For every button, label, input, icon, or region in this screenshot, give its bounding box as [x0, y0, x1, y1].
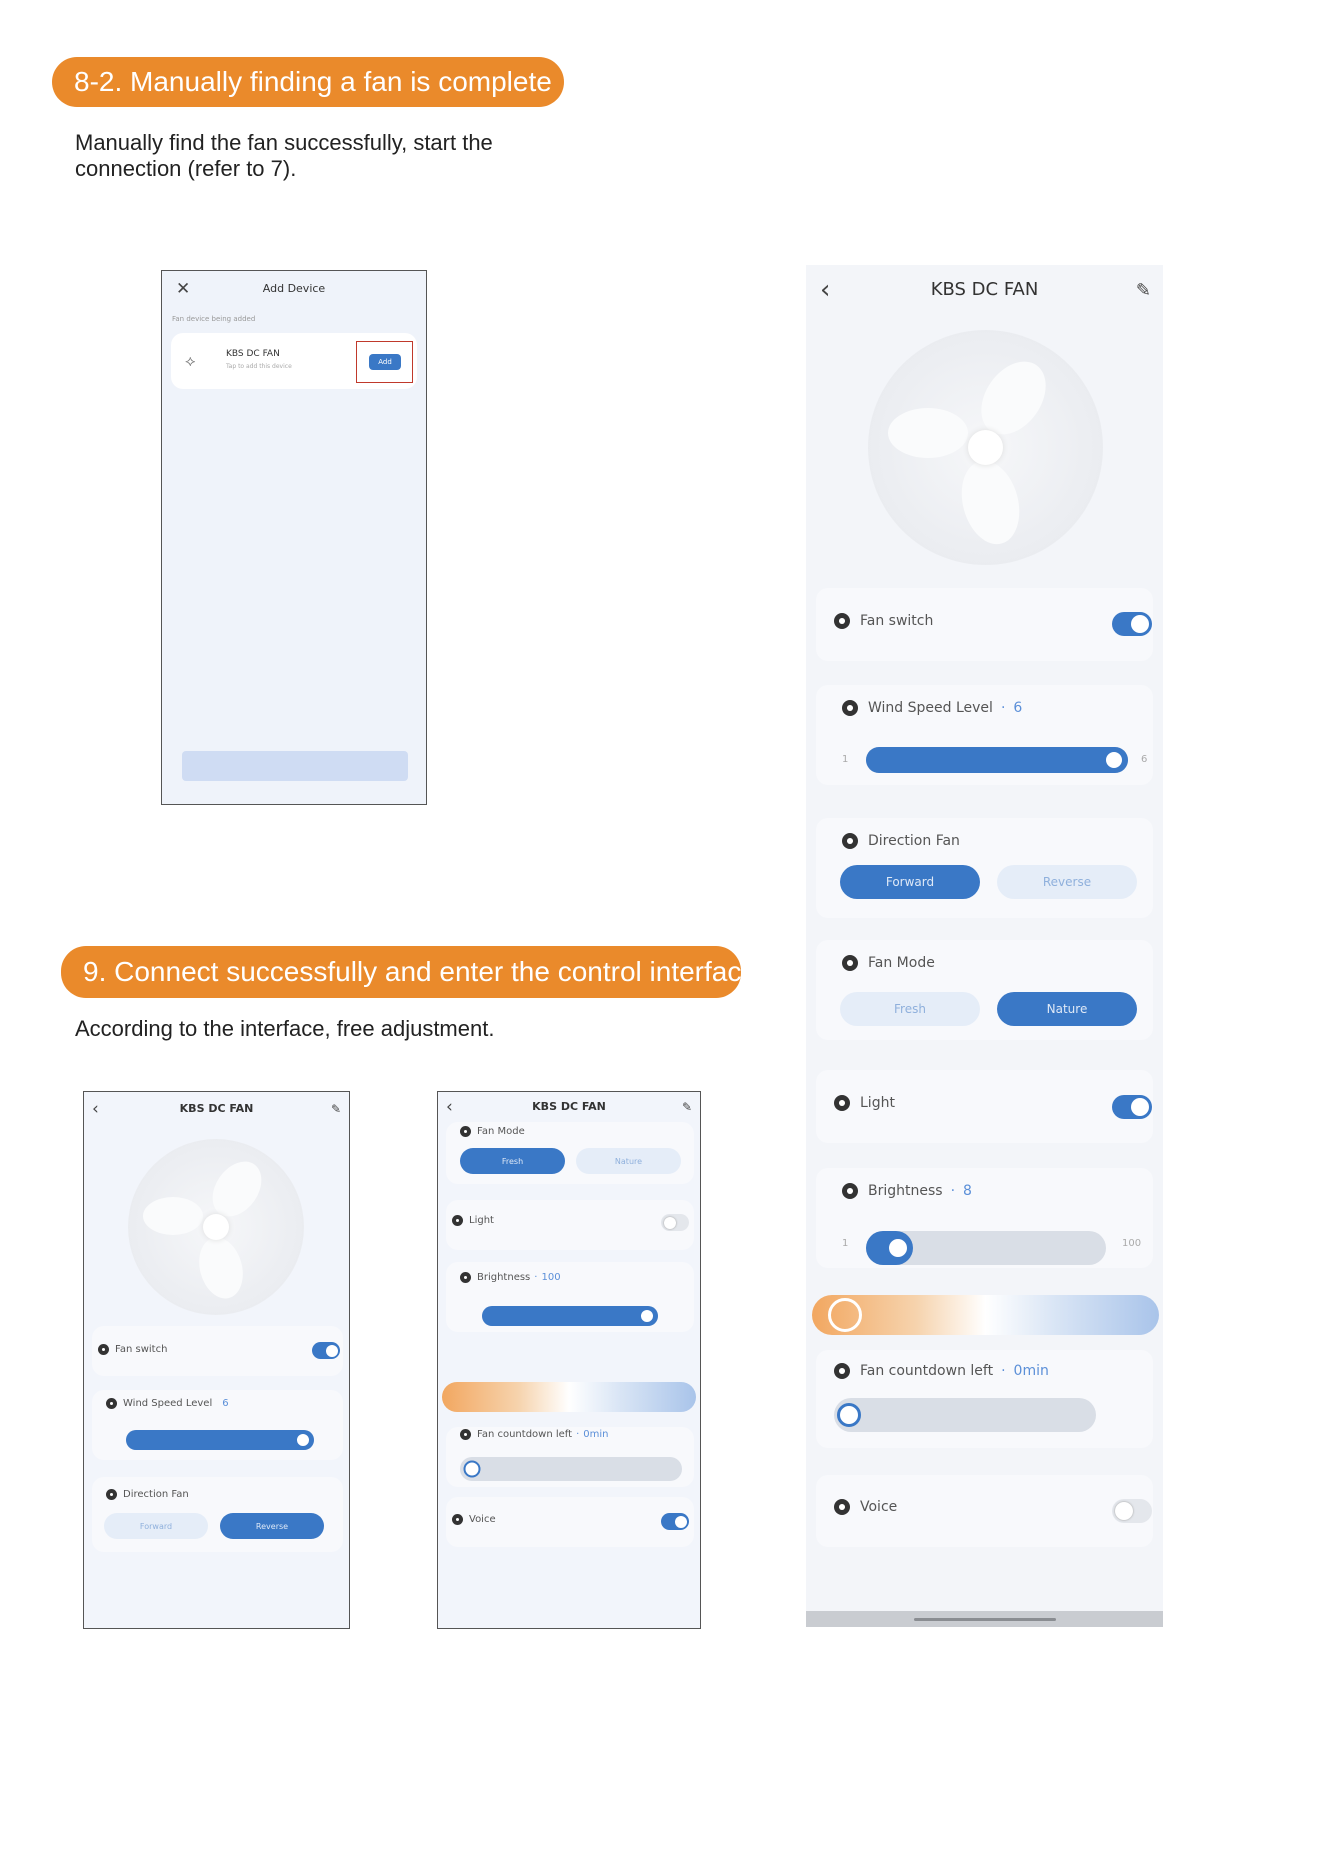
light-label: Light	[469, 1215, 494, 1226]
brightness-max-label: 100	[1122, 1238, 1142, 1249]
hexagon-dot-icon	[842, 1183, 858, 1199]
brightness-card: Brightness · 100	[446, 1262, 694, 1332]
fan-illustration	[868, 330, 1103, 565]
hexagon-dot-icon	[460, 1126, 471, 1137]
brightness-value: 8	[963, 1183, 972, 1199]
hexagon-dot-icon	[834, 1363, 850, 1379]
wind-max-label: 6	[1141, 754, 1148, 765]
add-button[interactable]: Add	[369, 354, 401, 370]
large-control-screenshot	[806, 265, 1163, 1627]
countdown-label: Fan countdown left	[477, 1429, 573, 1440]
wind-speed-label: Wind Speed Level	[868, 700, 993, 716]
brightness-slider[interactable]	[482, 1306, 658, 1326]
hexagon-dot-icon	[98, 1344, 109, 1355]
light-toggle[interactable]	[1112, 1095, 1152, 1119]
add-device-screenshot	[161, 270, 427, 805]
countdown-value: 0min	[1013, 1363, 1049, 1379]
section-8-2-body-line1: Manually find the fan successfully, start the	[75, 130, 493, 155]
section-8-2-heading: 8-2. Manually finding a fan is complete	[52, 57, 564, 107]
pencil-icon[interactable]: ✎	[330, 1102, 341, 1116]
device-name: KBS DC FAN	[226, 349, 280, 359]
fresh-button[interactable]: Fresh	[840, 992, 980, 1026]
hexagon-dot-icon	[452, 1215, 463, 1226]
direction-card	[816, 818, 1153, 918]
brightness-card: Brightness · 8 1 100	[816, 1168, 1153, 1268]
small1-header	[84, 1098, 349, 1120]
hexagon-dot-icon	[460, 1429, 471, 1440]
fan-mode-label: Fan Mode	[477, 1126, 525, 1137]
reverse-button[interactable]: Reverse	[997, 865, 1137, 899]
fan-switch-label: Fan switch	[860, 613, 934, 629]
voice-label: Voice	[469, 1514, 496, 1525]
direction-label: Direction Fan	[868, 833, 960, 849]
fan-mode-card	[446, 1122, 694, 1184]
wind-speed-card: Wind Speed Level · 6 1 6	[816, 685, 1153, 785]
forward-button[interactable]: Forward	[840, 865, 980, 899]
hexagon-dot-icon	[834, 613, 850, 629]
hexagon-dot-icon	[842, 955, 858, 971]
nature-button[interactable]: Nature	[997, 992, 1137, 1026]
countdown-label: Fan countdown left	[860, 1363, 994, 1379]
brightness-slider[interactable]	[866, 1231, 1106, 1265]
chevron-left-icon[interactable]: ‹	[92, 1099, 99, 1119]
voice-card	[446, 1497, 694, 1547]
hexagon-dot-icon	[842, 833, 858, 849]
light-card	[816, 1070, 1153, 1143]
brightness-label: Brightness	[868, 1183, 943, 1199]
fan-switch-toggle[interactable]	[312, 1342, 340, 1359]
section-9-body: According to the interface, free adjustment.	[75, 1016, 495, 1041]
device-card[interactable]	[171, 333, 417, 389]
hexagon-dot-icon	[106, 1489, 117, 1500]
direction-label: Direction Fan	[123, 1489, 189, 1500]
voice-toggle[interactable]	[1112, 1499, 1152, 1523]
light-toggle[interactable]	[661, 1214, 689, 1231]
chevron-left-icon[interactable]: ‹	[446, 1097, 453, 1117]
fan-illustration	[128, 1139, 304, 1315]
hexagon-dot-icon	[842, 700, 858, 716]
fan-switch-card	[92, 1326, 343, 1376]
hexagon-dot-icon	[452, 1514, 463, 1525]
add-device-header	[162, 279, 426, 299]
small2-header	[438, 1096, 700, 1118]
add-device-status: Fan device being added	[172, 315, 256, 323]
countdown-slider[interactable]	[834, 1398, 1096, 1432]
fan-switch-card	[816, 588, 1153, 661]
wind-speed-label: Wind Speed Level	[123, 1398, 213, 1409]
countdown-slider[interactable]	[460, 1457, 682, 1481]
fresh-button[interactable]: Fresh	[460, 1148, 565, 1174]
forward-button[interactable]: Forward	[104, 1513, 208, 1539]
fan-icon: ⟡	[185, 351, 196, 370]
section-9-heading: 9. Connect successfully and enter the control interface	[61, 946, 741, 998]
countdown-value: 0min	[583, 1429, 609, 1440]
fan-mode-card	[816, 940, 1153, 1040]
wind-speed-slider[interactable]	[866, 747, 1128, 773]
wind-speed-value: 6	[1013, 700, 1023, 716]
small-screenshot-1	[83, 1091, 350, 1629]
reverse-button[interactable]: Reverse	[220, 1513, 324, 1539]
brightness-label: Brightness	[477, 1272, 531, 1283]
device-subtitle: Tap to add this device	[226, 363, 292, 370]
direction-card	[92, 1477, 343, 1552]
hexagon-dot-icon	[460, 1272, 471, 1283]
brightness-value: 100	[541, 1272, 561, 1283]
fan-switch-toggle[interactable]	[1112, 612, 1152, 636]
add-device-title: Add Device	[262, 282, 326, 295]
small2-title: KBS DC FAN	[532, 1100, 606, 1113]
fan-switch-label: Fan switch	[115, 1344, 168, 1355]
large-header	[806, 275, 1163, 305]
section-8-2-body	[75, 130, 493, 182]
voice-label: Voice	[860, 1499, 898, 1515]
large-title: KBS DC FAN	[930, 279, 1039, 300]
pencil-icon[interactable]: ✎	[1135, 279, 1151, 301]
color-temperature-slider[interactable]	[442, 1382, 696, 1412]
chevron-left-icon[interactable]: ‹	[820, 275, 831, 305]
light-label: Light	[860, 1095, 895, 1111]
wind-min-label: 1	[842, 754, 849, 765]
nature-button[interactable]: Nature	[576, 1148, 681, 1174]
wind-speed-card	[92, 1390, 343, 1460]
pencil-icon[interactable]: ✎	[681, 1100, 692, 1114]
hexagon-dot-icon	[106, 1398, 117, 1409]
hexagon-dot-icon	[834, 1095, 850, 1111]
section-8-2-body-line2: connection (refer to 7).	[75, 156, 297, 181]
wind-speed-slider[interactable]	[126, 1430, 314, 1450]
bottom-action-bar[interactable]	[182, 751, 408, 781]
color-temperature-knob[interactable]	[828, 1298, 862, 1332]
small-screenshot-2	[437, 1091, 701, 1629]
hexagon-dot-icon	[834, 1499, 850, 1515]
countdown-card: Fan countdown left · 0min	[816, 1350, 1153, 1448]
small1-title: KBS DC FAN	[179, 1102, 254, 1115]
voice-card	[816, 1475, 1153, 1547]
fan-mode-label: Fan Mode	[868, 955, 935, 971]
bottom-bar	[806, 1611, 1163, 1627]
home-indicator[interactable]	[914, 1618, 1056, 1621]
close-icon[interactable]: ✕	[176, 279, 191, 299]
color-temperature-slider[interactable]	[812, 1295, 1159, 1335]
wind-speed-value: 6	[222, 1398, 229, 1409]
voice-toggle[interactable]	[661, 1513, 689, 1530]
light-card	[446, 1200, 694, 1250]
countdown-card: Fan countdown left · 0min	[446, 1427, 694, 1487]
brightness-min-label: 1	[842, 1238, 849, 1249]
